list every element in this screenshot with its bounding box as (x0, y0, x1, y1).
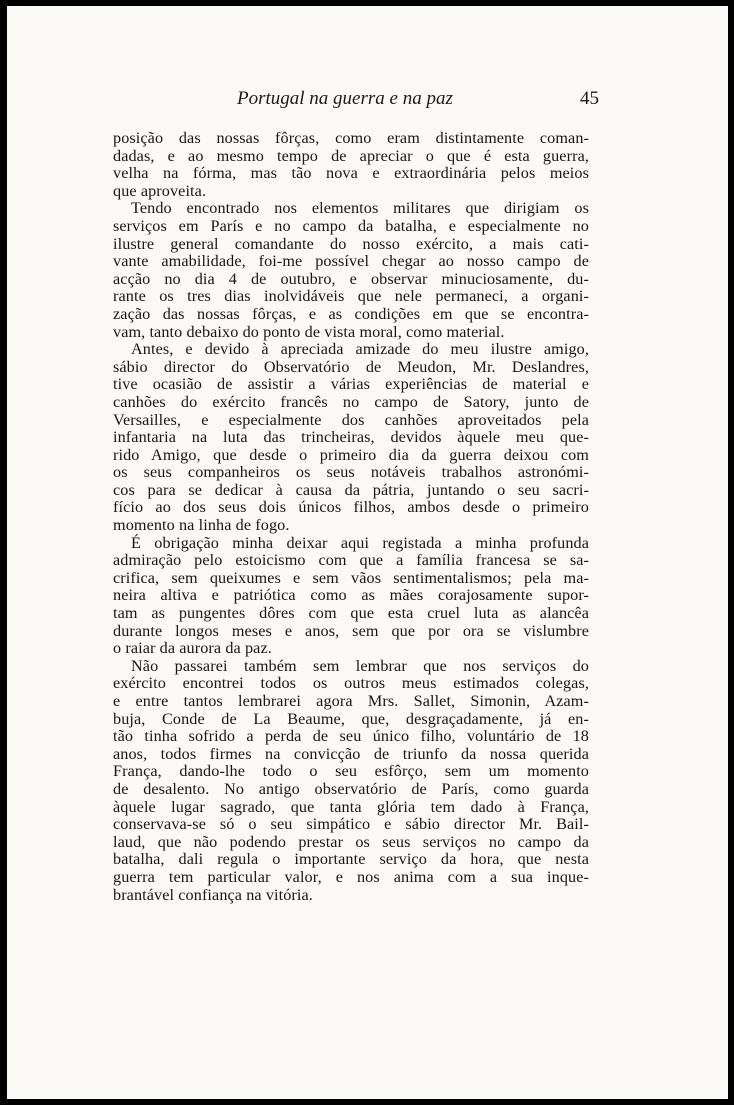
text-line: o raiar da aurora da paz. (113, 639, 272, 658)
text-line: de desalento. No antigo observatório de París, como guarda (113, 779, 589, 798)
text-line: neira altiva e patriótica como as mães corajosamente supor- (113, 586, 589, 605)
text-line: sábio director do Observatório de Meudon, Mr. Deslandres, (113, 357, 589, 376)
paragraph (113, 658, 589, 904)
text-line: França, dando-lhe todo o seu esfôrço, sem um momento (113, 762, 589, 781)
text-line: Antes, e devido à apreciada amizade do meu ilustre amigo, (131, 340, 589, 359)
paragraph (113, 535, 589, 658)
text-line: buja, Conde de La Beaume, que, desgraçadamente, já en- (113, 709, 589, 728)
paragraph (113, 200, 589, 341)
text-line: momento na linha de fogo. (113, 516, 290, 535)
text-line: vante amabilidade, foi-me possível chegar ao nosso campo de (113, 252, 589, 271)
text-line: brantável confiança na vitória. (113, 885, 313, 904)
text-line: serviços em París e no campo da batalha, e especialmente no (113, 216, 589, 235)
text-line: posição das nossas fôrças, como eram distintamente coman- (113, 129, 589, 147)
text-line: fício ao dos seus dois únicos filhos, ambos desde o primeiro (113, 498, 589, 517)
text-line: crifica, sem queixumes e sem vãos sentimentalismos; pela ma- (113, 568, 589, 587)
page-number: 45 (580, 88, 599, 109)
text-line: Não passarei também sem lembrar que nos serviços do (131, 656, 589, 675)
text-line: tão tinha sofrido a perda de seu único filho, voluntário de 18 (113, 727, 589, 746)
text-line: admiração pelo estoicismo com que a família francesa se sa- (113, 551, 589, 570)
text-line: canhões do exército francês no campo de Satory, junto de (113, 392, 589, 411)
text-line: os seus companheiros os seus notáveis trabalhos astronómi- (113, 463, 589, 482)
text-line: infantaria na luta das trincheiras, devidos àquele meu que- (113, 428, 589, 447)
text-line: conservava-se só o seu simpático e sábio director Mr. Bail- (113, 815, 589, 834)
text-line: anos, todos firmes na convicção de triunfo da nossa querida (113, 744, 589, 763)
text-line: vam, tanto debaixo do ponto de vista moral, como material. (113, 322, 505, 341)
text-line: durante longos meses e anos, sem que por ora se vislumbre (113, 621, 589, 640)
page-header (117, 88, 599, 118)
text-line: batalha, dali regula o importante serviço da hora, que nesta (113, 850, 589, 869)
text-line: acção no dia 4 de outubro, e observar minuciosamente, du- (113, 269, 589, 288)
text-line: que aproveita. (113, 181, 207, 200)
text-line: tive ocasião de assistir a várias experiências de material e (113, 375, 589, 394)
text-line: guerra tem particular valor, e nos anima com a sua inque- (113, 867, 589, 886)
text-line: Versailles, e especialmente dos canhões aproveitados pela (113, 410, 589, 429)
text-line: exército encontrei todos os outros meus estimados colegas, (113, 674, 589, 693)
text-line: rante os tres dias inolvidáveis que nele permaneci, a organi- (113, 287, 589, 306)
text-line: zação das nossas fôrças, e as condições em que se encontra- (113, 304, 589, 323)
running-title: Portugal na guerra e na paz (237, 88, 453, 109)
text-line: É obrigação minha deixar aqui registada a minha profunda (131, 533, 589, 552)
text-line: cos para se dedicar à causa da pátria, juntando o seu sacri- (113, 480, 589, 499)
text-line: velha na fórma, mas tão nova e extraordinária pelos meios (113, 164, 589, 183)
text-line: rido Amigo, que desde o primeiro dia da guerra deixou com (113, 445, 589, 464)
paragraph (113, 130, 589, 200)
text-line: àquele lugar sagrado, que tanta glória tem dado à França, (113, 797, 589, 816)
text-line: e entre tantos lembrarei agora Mrs. Sallet, Simonin, Azam- (113, 692, 589, 710)
text-line: ilustre general comandante do nosso exército, a mais cati- (113, 234, 589, 253)
text-line: tam as pungentes dôres com que esta cruel luta as alancêa (113, 604, 589, 623)
paragraph (113, 341, 589, 535)
text-line: laud, que não podendo prestar os seus serviços no campo da (113, 832, 589, 851)
text-line: Tendo encontrado nos elementos militares que dirigiam os (131, 199, 589, 218)
text-line: dadas, e ao mesmo tempo de apreciar o que é esta guerra, (113, 146, 589, 165)
body-text (113, 130, 589, 904)
